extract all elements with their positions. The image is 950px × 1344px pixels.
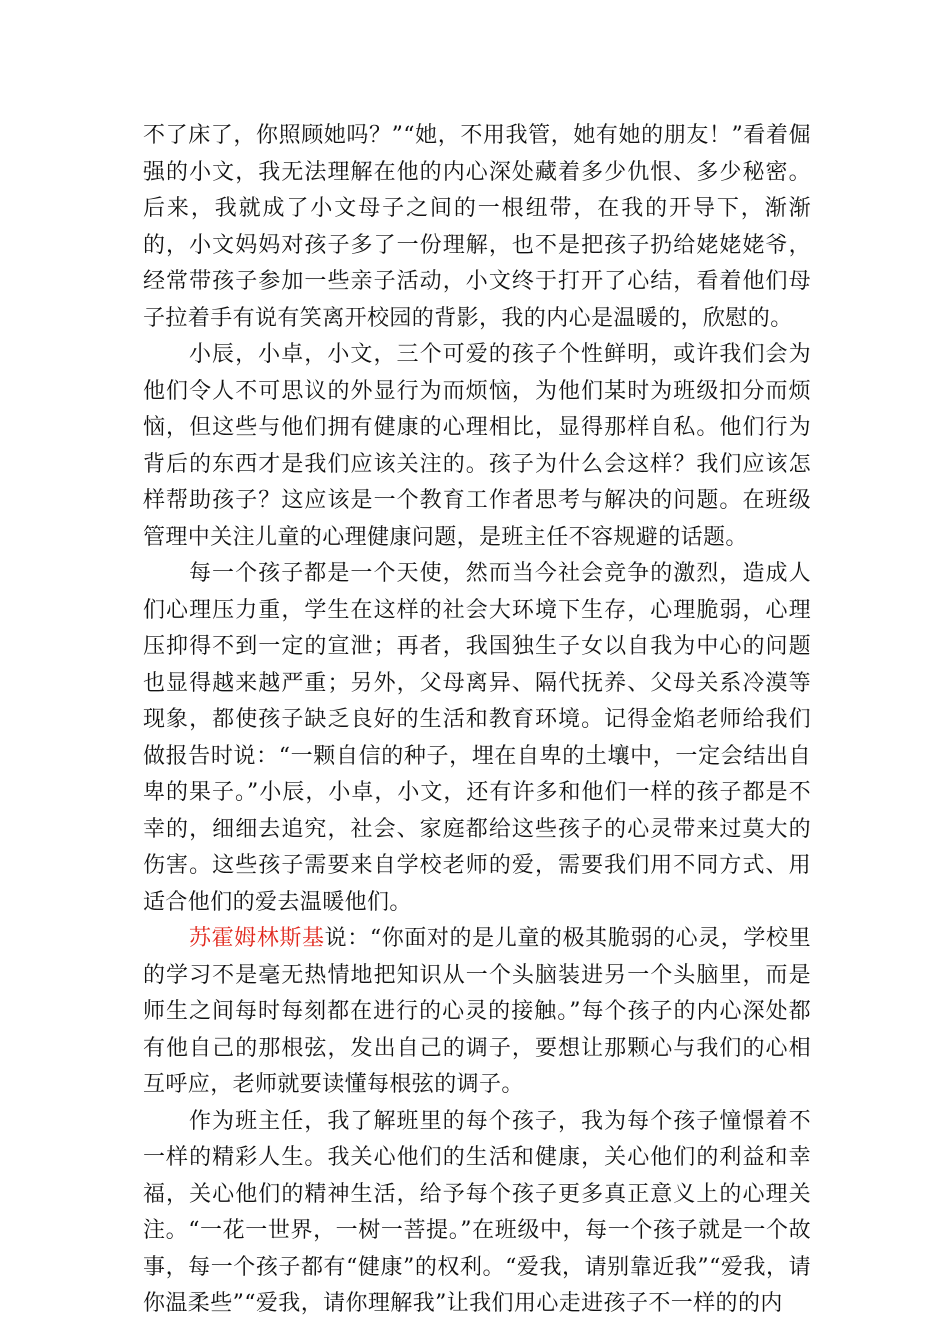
document-page xyxy=(143,118,811,1323)
paragraph-5: 作为班主任，我了解班里的每个孩子，我为每个孩子憧憬着不一样的精彩人生。我关心他们的生活和健康，关心他们的利益和幸福，关心他们的精神生活，给予每个孩子更多真正意义上的心理关注。“一花一世界，一树一菩提。”在班级中，每一个孩子就是一个故事，每一个孩子都有“健康”的权利。“爱我，请别靠近我”“爱我，请你温柔些”“爱我，请你理解我”让我们用心走进孩子不一样的的内 xyxy=(143,1108,811,1316)
paragraph-1: 不了床了，你照顾她吗？”“她，不用我管，她有她的朋友！”看着倔强的小文，我无法理解在他的内心深处藏着多少仇恨、多少秘密。后来，我就成了小文母子之间的一根纽带，在我的开导下，渐渐的，小文妈妈对孩子多了一份理解，也不是把孩子扔给姥姥姥爷，经常带孩子参加一些亲子活动，小文终于打开了心结，看着他们母子拉着手有说有笑离开校园的背影，我的内心是温暖的，欣慰的。 xyxy=(143,123,811,331)
paragraph-4-text: 说：“你面对的是儿童的极其脆弱的心灵，学校里的学习不是毫无热情地把知识从一个头脑装进另一个头脑里，而是师生之间每时每刻都在进行的心灵的接触。”每个孩子的内心深处都有他自己的那根弦，发出自己的调子，要想让那颗心与我们的心相互呼应，老师就要读懂每根弦的调子。 xyxy=(143,926,811,1097)
paragraph-2: 小辰，小卓，小文，三个可爱的孩子个性鲜明，或许我们会为他们令人不可思议的外显行为而烦恼，为他们某时为班级扣分而烦恼，但这些与他们拥有健康的心理相比，显得那样自私。他们行为背后的东西才是我们应该关注的。孩子为什么会这样？我们应该怎样帮助孩子？这应该是一个教育工作者思考与解决的问题。在班级管理中关注儿童的心理健康问题，是班主任不容规避的话题。 xyxy=(143,342,811,550)
paragraph-3: 每一个孩子都是一个天使，然而当今社会竞争的激烈，造成人们心理压力重，学生在这样的社会大环境下生存，心理脆弱，心理压抑得不到一定的宣泄；再者，我国独生子女以自我为中心的问题也显得越来越严重；另外，父母离异、隔代抚养、父母关系冷漠等现象，都使孩子缺乏良好的生活和教育环境。记得金焰老师给我们做报告时说：“一颗自信的种子，埋在自卑的土壤中，一定会结出自卑的果子。”小辰，小卓，小文，还有许多和他们一样的孩子都是不幸的，细细去追究，社会、家庭都给这些孩子的心灵带来过莫大的伤害。这些孩子需要来自学校老师的爱，需要我们用不同方式、用适合他们的爱去温暖他们。 xyxy=(143,561,811,915)
paragraph-4 xyxy=(143,921,811,1104)
highlighted-name: 苏霍姆林斯基 xyxy=(189,926,325,951)
